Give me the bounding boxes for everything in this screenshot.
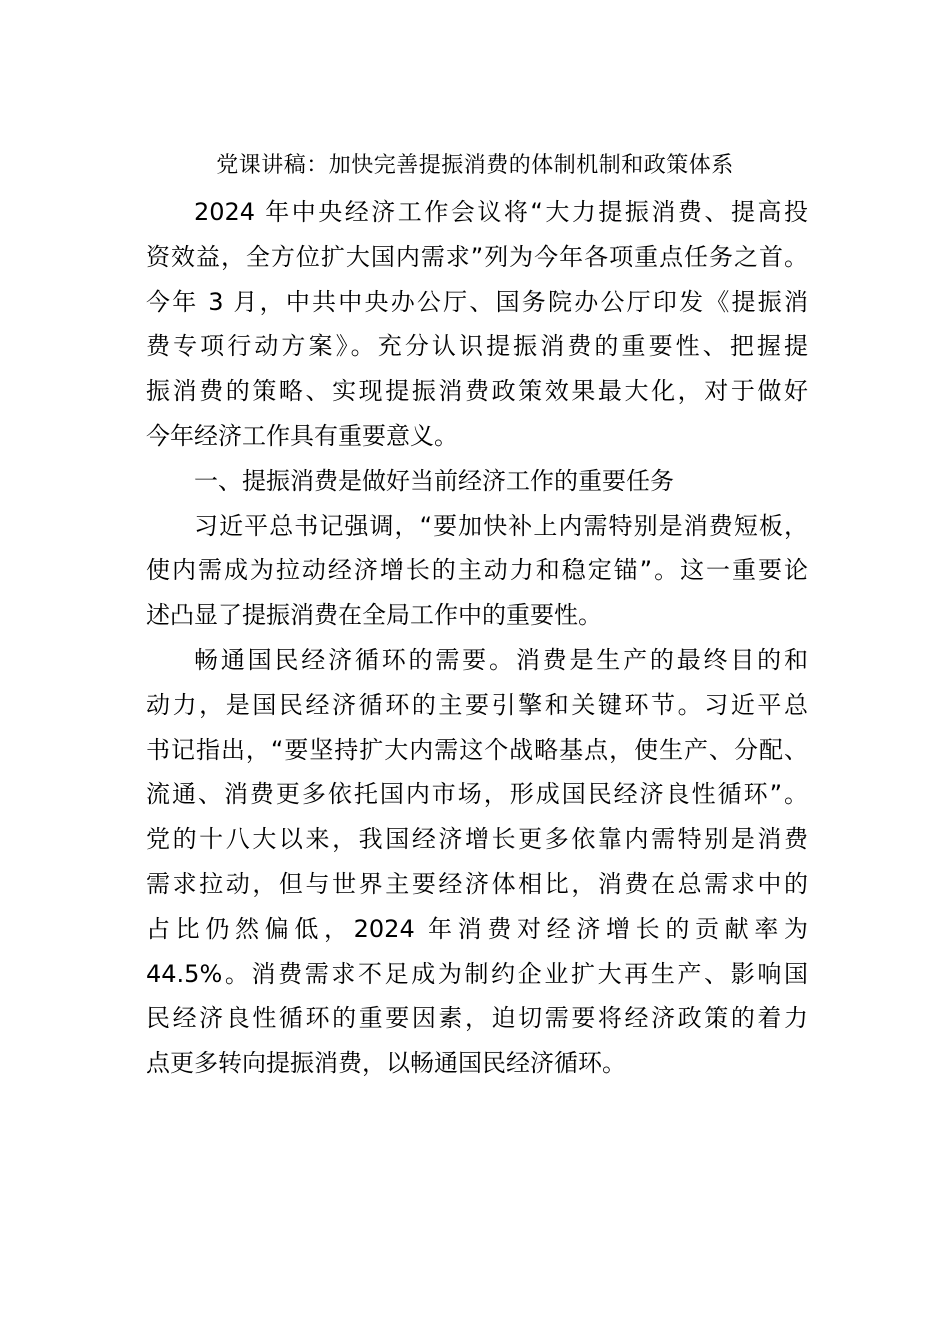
paragraph-intro xyxy=(146,190,808,459)
text-line: 党的十八大以来，我国经济增长更多依靠内需特别是消费 xyxy=(146,825,808,854)
text-line: 资效益，全方位扩大国内需求”列为今年各项重点任务之首。 xyxy=(146,242,808,271)
text-line: 2024 年中央经济工作会议将“大力提振消费、提高投 xyxy=(194,198,808,226)
text-line: 需求拉动，但与世界主要经济体相比，消费在总需求中的 xyxy=(146,869,808,898)
text-line: 述凸显了提振消费在全局工作中的重要性。 xyxy=(146,601,602,630)
paragraph-circulation xyxy=(146,638,808,1086)
text-line: 一、提振消费是做好当前经济工作的重要任务 xyxy=(194,466,674,495)
text-line: 流通、消费更多依托国内市场，形成国民经济良性循环”。 xyxy=(146,780,808,809)
text-line: 今年 3 月，中共中央办公厅、国务院办公厅印发《提振消 xyxy=(146,287,808,316)
text-line: 动力，是国民经济循环的主要引擎和关键环节。习近平总 xyxy=(146,690,808,719)
paragraph-quote xyxy=(146,504,808,638)
text-line: 今年经济工作具有重要意义。 xyxy=(146,421,458,450)
text-line: 费专项行动方案》。充分认识提振消费的重要性、把握提 xyxy=(146,332,808,361)
text-line: 民经济良性循环的重要因素，迫切需要将经济政策的着力 xyxy=(146,1004,808,1033)
text-line: 44.5%。消费需求不足成为制约企业扩大再生产、影响国 xyxy=(146,959,808,988)
text-line: 书记指出，“要坚持扩大内需这个战略基点，使生产、分配、 xyxy=(146,735,808,764)
text-line: 占比仍然偏低，2024 年消费对经济增长的贡献率为 xyxy=(146,914,808,943)
section-heading xyxy=(146,459,808,504)
text-line: 畅通国民经济循环的需要。消费是生产的最终目的和 xyxy=(194,645,808,674)
document-title: 党课讲稿：加快完善提振消费的体制机制和政策体系 xyxy=(216,153,734,178)
text-line: 点更多转向提振消费，以畅通国民经济循环。 xyxy=(146,1049,626,1078)
text-line: 习近平总书记强调，“要加快补上内需特别是消费短板， xyxy=(194,511,808,540)
text-line: 使内需成为拉动经济增长的主动力和稳定锚”。这一重要论 xyxy=(146,556,808,585)
document-body xyxy=(146,190,808,1086)
text-line: 振消费的策略、实现提振消费政策效果最大化，对于做好 xyxy=(146,377,808,406)
